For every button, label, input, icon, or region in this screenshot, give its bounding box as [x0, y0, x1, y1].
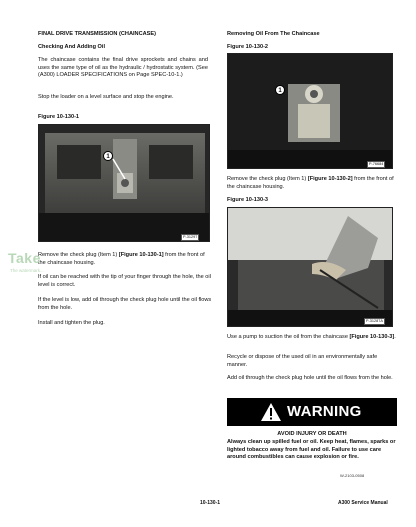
manual-title: A300 Service Manual	[338, 500, 388, 506]
watermark-subtitle: The watermark...	[10, 268, 44, 273]
remove-plug2-text: Remove the check plug (Item 1)	[227, 176, 307, 182]
remove-plug2-paragraph	[227, 176, 397, 191]
figure3-reference: [Figure 10-130-3]	[349, 334, 395, 340]
figure2-label: Figure 10-130-2	[227, 44, 269, 50]
install-plug-paragraph: Install and tighten the plug.	[38, 320, 105, 326]
remove-plug2-text-end: from the front of the chaincase housing.	[227, 176, 394, 190]
figure3-photo-number: P-31287A	[366, 319, 383, 323]
section-title: FINAL DRIVE TRANSMISSION (CHAINCASE)	[38, 31, 156, 37]
warning-triangle-icon	[260, 402, 282, 422]
warning-text: Always clean up spilled fuel or oil. Keep heat, flames, sparks or lighted tobacco away from fuel and oil. Failure to use care around combustibles can cause explosion or fire.	[227, 439, 396, 461]
pump-paragraph	[227, 334, 397, 342]
pump-text: Use a pump to suction the oil from the chaincase	[227, 334, 348, 340]
figure2-photo	[227, 53, 393, 169]
intro-paragraph: The chaincase contains the final drive sprockets and chains and uses the same type of oil as the hydraulic / hydrostatic system. (See (A300) LOADER SPECIFICATIONS on Page SPEC-10-1.)	[38, 57, 208, 79]
remove-plug-text: Remove the check plug (Item 1)	[38, 252, 118, 258]
oil-level-paragraph: If oil can be reached with the tip of your finger through the hole, the oil level is correct.	[38, 274, 211, 288]
figure2-reference: [Figure 10-130-2]	[307, 176, 353, 182]
warning-title: WARNING	[287, 403, 362, 420]
chaincase-photo-illustration	[39, 125, 210, 242]
photo-number: P-31297	[183, 235, 198, 239]
callout-item-1-fig2: 1	[275, 85, 285, 95]
pump-photo-illustration	[228, 208, 393, 327]
figure3-label: Figure 10-130-3	[227, 197, 269, 203]
figure-reference: [Figure 10-130-1]	[118, 252, 164, 258]
remove-plug-text-end: from the front of the chaincase housing.	[38, 252, 205, 266]
warning-code: W-2103-0508	[340, 473, 365, 478]
warning-heading: AVOID INJURY OR DEATH	[277, 431, 347, 437]
figure-label: Figure 10-130-1	[38, 114, 80, 120]
add-oil2-paragraph: Add oil through the check plug hole until the oil flows from the hole.	[227, 375, 393, 381]
figure3-photo	[227, 207, 393, 327]
remove-plug-paragraph	[38, 252, 213, 267]
figure2-photo-number: P-76684	[369, 162, 384, 166]
right-subsection-title: Removing Oil From The Chaincase	[227, 31, 320, 37]
warning-banner	[227, 398, 397, 426]
page-number: 10-130-1	[200, 500, 221, 506]
pump-text-end: .	[394, 334, 396, 340]
add-oil-paragraph: If the level is low, add oil through the check plug hole until the oil flows from the hole.	[38, 297, 212, 311]
subsection-title: Checking And Adding Oil	[38, 44, 106, 50]
stop-loader-paragraph: Stop the loader on a level surface and stop the engine.	[38, 94, 174, 100]
watermark-text: Take	[8, 250, 41, 266]
figure-photo	[38, 124, 210, 242]
check-plug-photo-illustration	[228, 54, 393, 169]
recycle-paragraph: Recycle or dispose of the used oil in an environmentally safe manner.	[227, 354, 378, 368]
callout-item-1: 1	[103, 151, 113, 161]
